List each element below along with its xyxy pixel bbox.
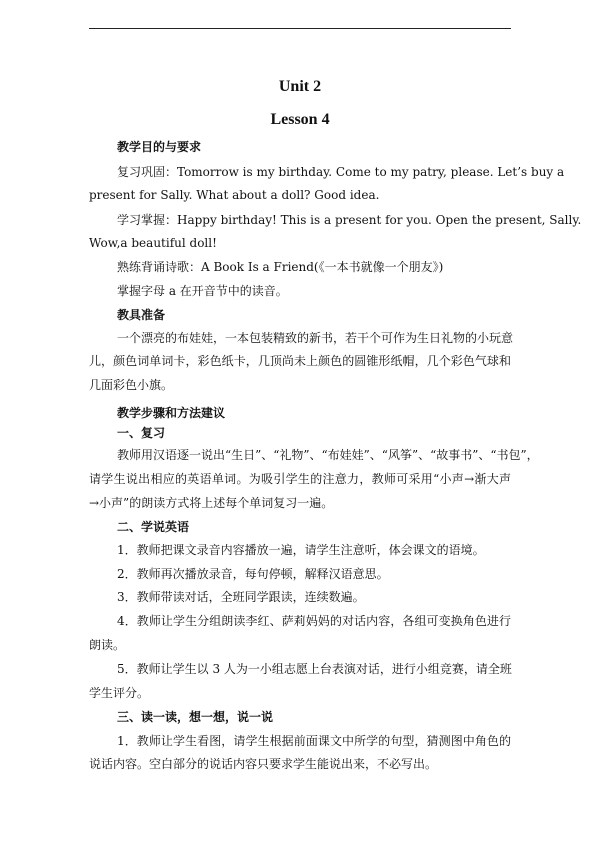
read-section-heading: 三、读一读，想一想，说一说: [117, 710, 274, 724]
learn-item-2: 2．教师再次播放录音，每句停顿，解释汉语意思。: [117, 567, 389, 581]
learn-item-4-line-1: 4．教师让学生分组朗读李红、萨莉妈妈的对话内容，各组可变换角色进行: [117, 614, 511, 628]
review-line-1: 复习巩固：Tomorrow is my birthday. Come to my patry, please. Let’s buy a: [117, 165, 565, 179]
review-section-line-3: →小声”的朗读方式将上述每个单词复习一遍。: [89, 496, 334, 510]
poem-line: 熟练背诵诗歌：A Book Is a Friend(《一本书就像一个朋友》): [117, 260, 444, 274]
lesson-title: Lesson 4: [270, 111, 330, 128]
materials-line-3: 几面彩色小旗。: [89, 378, 174, 392]
review-section-line-1: 教师用汉语逐一说出“生日”、“礼物”、“布娃娃”、“风筝”、“故事书”、“书包”，: [117, 448, 539, 462]
materials-line-2: 儿，颜色词单词卡，彩色纸卡，几顶尚未上颜色的圆锥形纸帽，几个彩色气球和: [89, 354, 511, 368]
read-item-1-line-1: 1．教师让学生看图，请学生根据前面课文中所学的句型，猜测图中角色的: [117, 734, 511, 748]
read-item-1-line-2: 说话内容。空白部分的说话内容只要求学生能说出来，不必写出。: [89, 757, 438, 771]
steps-heading: 教学步骤和方法建议: [117, 406, 226, 420]
master-line-1: 学习掌握：Happy birthday! This is a present for you. Open the present, Sally.: [117, 213, 582, 227]
learn-item-1: 1．教师把课文录音内容播放一遍，请学生注意听，体会课文的语境。: [117, 543, 485, 557]
learn-item-3: 3．教师带读对话，全班同学跟读，连续数遍。: [117, 590, 365, 604]
materials-heading: 教具准备: [117, 308, 166, 322]
master-line-2: Wow,a beautiful doll!: [89, 236, 217, 250]
header-rule: [89, 28, 511, 29]
goals-heading: 教学目的与要求: [117, 140, 202, 154]
learn-item-5-line-1: 5．教师让学生以 3 人为一小组志愿上台表演对话，进行小组竞赛，请全班: [117, 662, 512, 676]
unit-title: Unit 2: [278, 78, 322, 95]
review-line-2: present for Sally. What about a doll? Good idea.: [89, 188, 380, 202]
letter-line: 掌握字母 a 在开音节中的读音。: [117, 284, 288, 298]
learn-section-heading: 二、学说英语: [117, 520, 190, 534]
materials-line-1: 一个漂亮的布娃娃，一本包装精致的新书，若干个可作为生日礼物的小玩意: [117, 331, 514, 345]
learn-item-4-line-2: 朗读。: [89, 638, 126, 652]
learn-item-5-line-2: 学生评分。: [89, 686, 150, 700]
review-section-line-2: 请学生说出相应的英语单词。为吸引学生的注意力，教师可采用“小声→渐大声: [89, 472, 511, 486]
review-section-heading: 一、复习: [117, 426, 166, 440]
